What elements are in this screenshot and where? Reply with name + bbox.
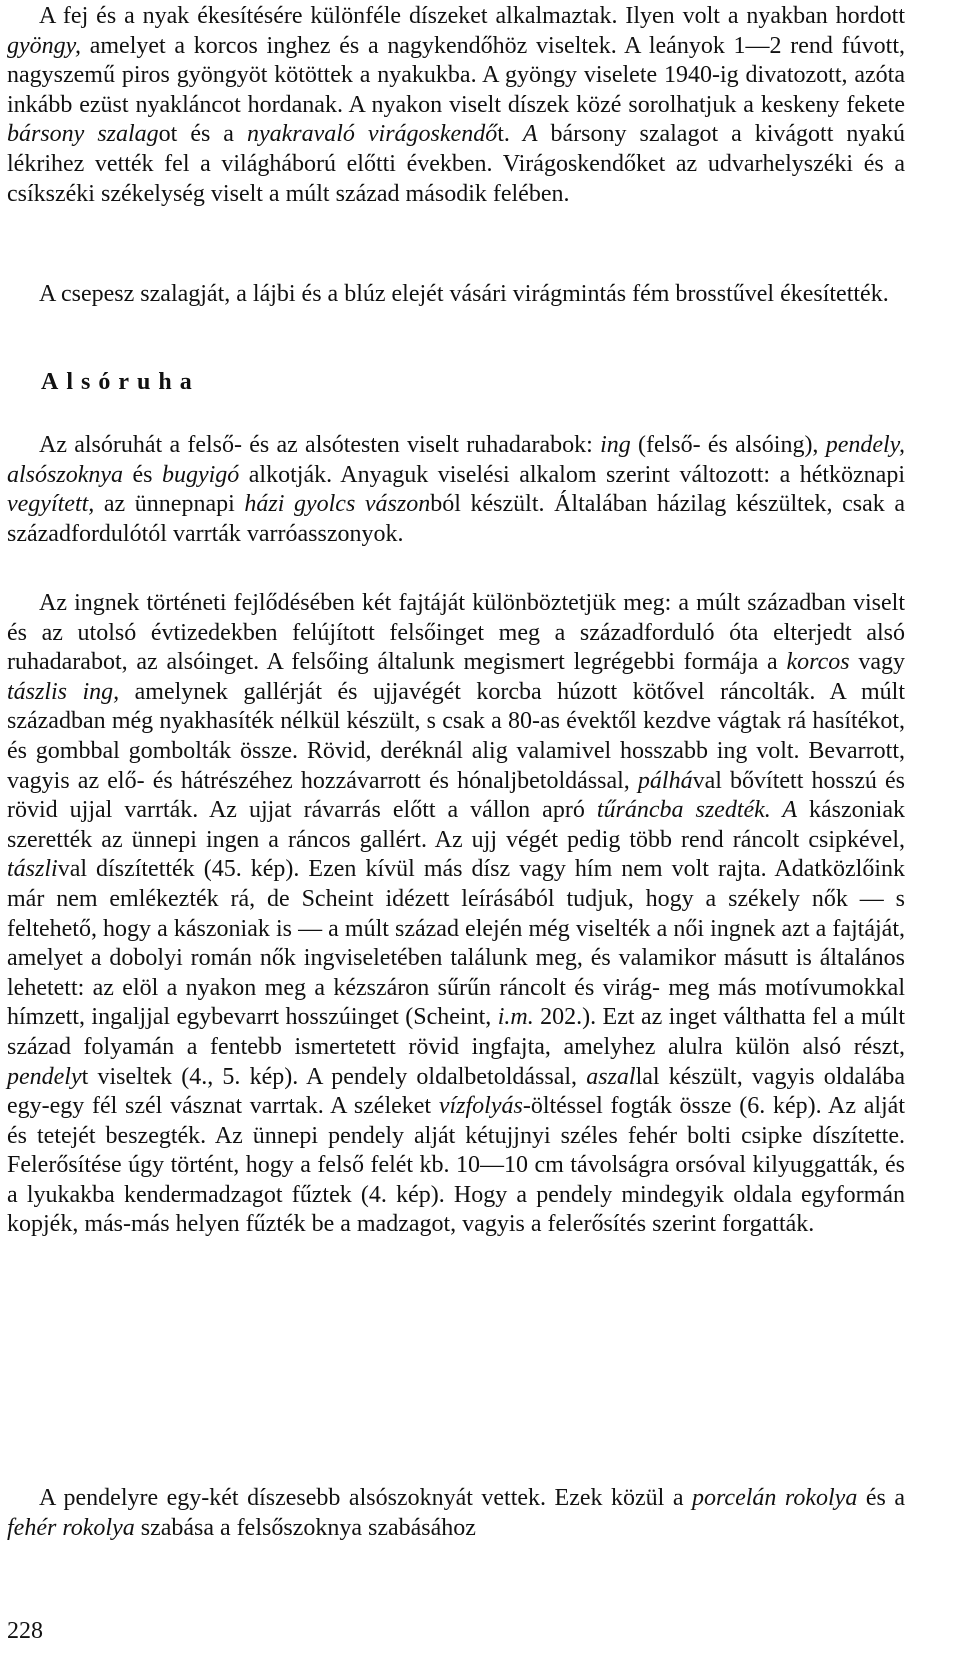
italic-term: bársony szalag: [7, 121, 159, 148]
paragraph-underwear-intro: [7, 431, 905, 549]
italic-term: házi gyolcs vászon: [244, 491, 431, 518]
italic-term: pendely, alsószoknya: [7, 432, 906, 488]
page-number: 228: [7, 1618, 43, 1644]
italic-term: pálhá: [637, 767, 693, 794]
text-run: vagy: [849, 649, 906, 676]
text-run: ot és a: [158, 121, 247, 148]
text-run: Az alsóruhát a felső- és az alsótesten viselt ruhadarabok:: [39, 432, 601, 458]
italic-term: i.m.: [497, 1004, 534, 1031]
paragraph-jewelry: [7, 2, 905, 209]
text-run: amelyet a korcos inghez és a nagykendőhöz viseltek. A leányok 1—2 rend fúvott, nagyszemű piros gyöngyöt kötöttek a nyakukba. A gyöngy viselete 1940-ig divatozott, azóta inkább ezüst nyakláncot hordanak. A nyakon viselt díszek közé sorolhatjuk a keskeny fekete: [7, 32, 905, 118]
italic-term: tűráncba szedték. A: [596, 797, 798, 824]
text-run: szabása a felsőszoknya szabásához: [134, 1514, 476, 1541]
text-run: val bővített hosszú és rövid ujjal varrták. Az ujjat rávarrás előtt a vállon apró: [7, 767, 906, 824]
text-run: lal készült, vagyis oldalába egy-egy fél szél vásznat varrtak. A széleket: [7, 1063, 906, 1120]
italic-term: korcos: [786, 649, 850, 676]
italic-term: bugyigó: [161, 461, 240, 488]
text-run: -öltéssel fogták össze (6. kép). Az alját és tetejét beszegték. Az ünnepi pendely alját kétujjnyi széles fehér bolti csipke díszítette. Felerősítése úgy történt, hogy a felső felét kb. 10—10 cm távolságra orsóval kilyuggatták, és a lyukakba kendermadzagot fűztek (4. kép). Hogy a pendely mindegyik oldala egyformán kopjék, más-más helyen fűzték be a madzagot, vagyis a felerősítés szerint forgatták.: [7, 1093, 906, 1238]
text-run: alkotják. Anyaguk viselési alkalom szerint változott: a hétköznapi: [239, 461, 905, 488]
text-run: val díszítették (45. kép). Ezen kívül más dísz vagy hím nem volt rajta. Adatközlőink már nem emlékezték rá, de Scheint idézett leírásából tudjuk, hogy a székely nők — s feltehető, hogy a kászoniak is — a múlt század elején még viselték a női ingnek azt a fajtáját, amelyet a dobolyi román nők ingviseletében találunk meg, és valamikor másutt is általános lehetett: az elöl a nyakon meg a kézszáron sűrűn ráncolt és virág- meg más motívumokkal hímzett, ingaljjal egybevarrt hosszúinget (Scheint,: [7, 856, 905, 1031]
text-run: A fej és a nyak ékesítésére különféle díszeket alkalmaztak. Ilyen volt a nyakban hordott: [39, 3, 905, 29]
text-run: 202.). Ezt az inget válthatta fel a múlt század folyamán a fentebb ismertetett rövid ingfajta, amelyhez alulra külön alsó részt,: [7, 1004, 905, 1060]
text-run: és a: [857, 1485, 905, 1511]
text-run: t viseltek (4., 5. kép). A pendely oldalbetoldással,: [81, 1063, 587, 1090]
italic-term: fehér rokolya: [7, 1514, 135, 1541]
italic-term: vegyített,: [7, 491, 95, 518]
text-run: kászoniak szerették az ünnepi ingen a ráncos gallért. Az ujj végét pedig több rend ráncolt csipkével,: [7, 797, 905, 853]
text-run: (felső- és alsóing),: [630, 432, 826, 458]
text-run: Az ingnek történeti fejlődésében két fajtáját különböztetjük meg: a múlt században viselt és az utolsó évtizedekben felújított felsőinget meg a századforduló óta elterjedt alsó ruhadarabot, az alsóinget. A felsőing általunk megismert legrégebbi formája a: [7, 590, 905, 676]
text-run: t.: [497, 121, 523, 148]
italic-term: ing: [600, 432, 631, 458]
italic-term: tászlis ing,: [7, 678, 120, 705]
italic-term: aszal: [586, 1063, 636, 1090]
text-run: A pendelyre egy-két díszesebb alsószoknyát vettek. Ezek közül a: [39, 1485, 692, 1511]
text-run: és: [123, 461, 162, 488]
text-run: az ünnepnapi: [94, 491, 245, 518]
italic-term: nyakravaló virágoskendő: [246, 121, 498, 148]
text-run: A csepesz szalagját, a lájbi és a blúz elejét vásári virágmintás fém brosstűvel ékesítették.: [39, 281, 889, 307]
text-run: amelynek gallérját és ujjavégét korcba húzott kötővel ráncolták. A múlt században még nyakhasíték nélkül készült, s csak a 80-as évektől kezdve vágtak rá hasítékot, és gombbal gombolták össze. Rövid, deréknál alig valamivel hosszabb ing volt. Bevarrott, vagyis az elő- és hátrészéhez hozzávarrott és hónaljbetoldással,: [7, 678, 905, 794]
italic-term: vízfolyás: [438, 1093, 523, 1120]
text-run: ból készült. Általában házilag készültek, csak a századfordulótól varrták varróasszonyok.: [7, 491, 906, 547]
italic-term: gyöngy,: [7, 32, 81, 59]
italic-term: tászli: [7, 856, 58, 883]
text-run: bársony szalagot a kivágott nyakú lékrihez vették fel a világháború előtti években. Virágoskendőket az udvarhelyszéki és a csíkszéki székelység viselt a múlt század második felében.: [7, 121, 906, 207]
italic-term: porcelán rokolya: [691, 1485, 858, 1511]
paragraph-petticoat: [7, 1484, 905, 1543]
italic-term: pendely: [7, 1063, 82, 1090]
italic-term: A: [522, 121, 538, 148]
paragraph-shirt-history: [7, 589, 905, 1240]
paragraph-brooch: [7, 280, 905, 310]
section-heading: Alsóruha: [41, 369, 200, 395]
